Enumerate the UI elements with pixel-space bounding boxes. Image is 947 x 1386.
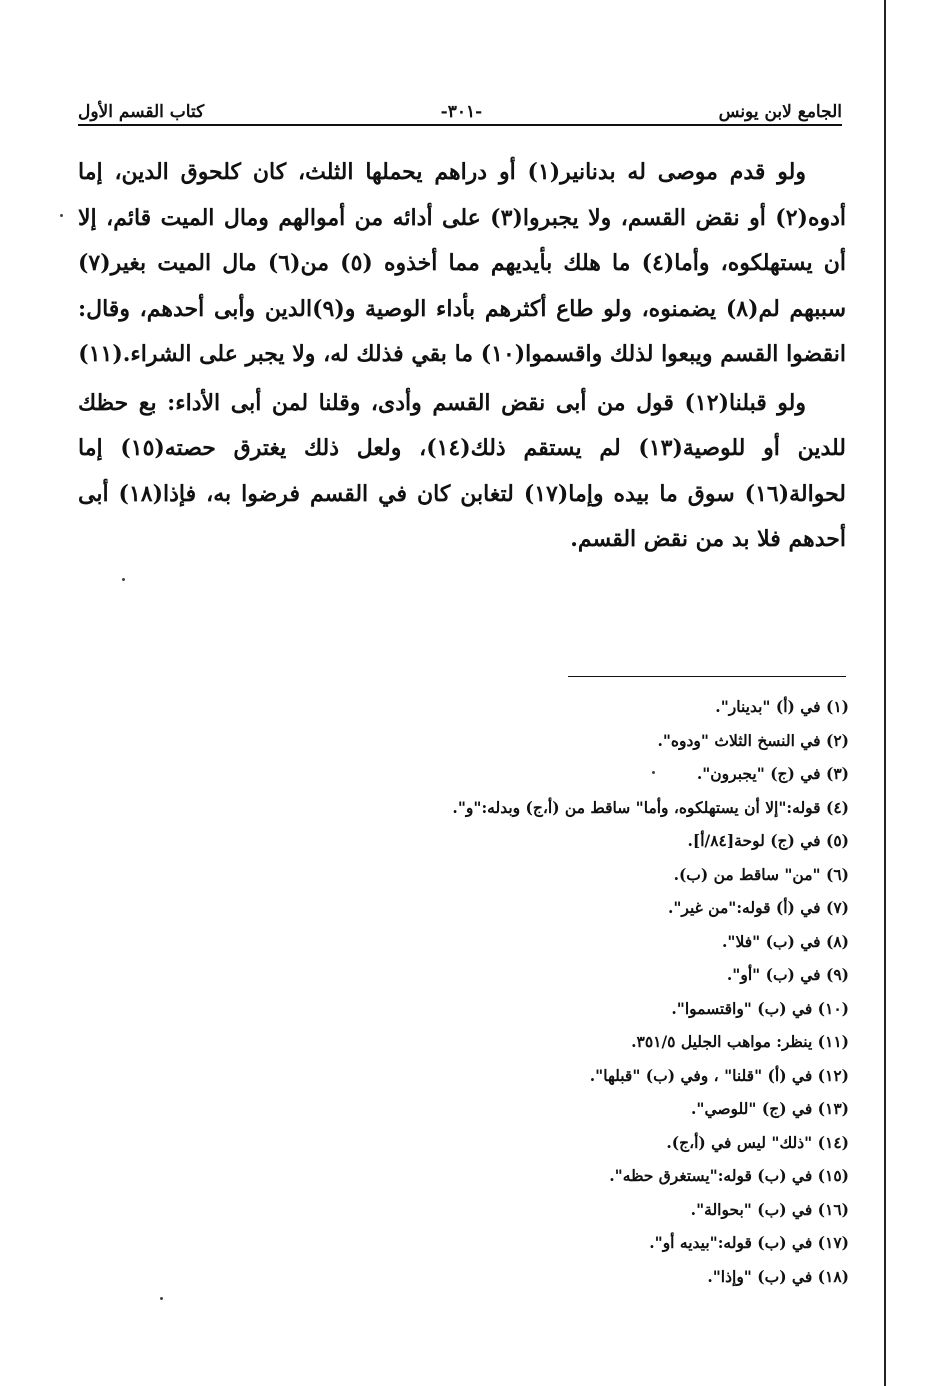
page-number: -٣٠١- — [440, 102, 483, 122]
footnote: (٢) في النسخ الثلاث "ودوه". — [657, 730, 849, 750]
footnote: (٦) "من" ساقط من (ب). — [673, 864, 849, 884]
page-edge-line — [884, 0, 886, 1386]
footnote: (١٧) في (ب) قوله:"بيديه أو". — [649, 1233, 849, 1252]
main-text — [78, 150, 846, 566]
footnote: (٣) في (ج) "يجبرون". — [696, 764, 849, 783]
footnote: (١٠) في (ب) "واقتسموا". — [671, 998, 849, 1018]
footnote: (٩) في (ب) "أو". — [726, 965, 849, 984]
section-title: كتاب القسم الأول — [78, 102, 205, 122]
footnote: (١٣) في (ج) "للوصي". — [690, 1099, 849, 1118]
footnote: (١٤) "ذلك" ليس في (أ،ج). — [666, 1132, 849, 1152]
footnote: (١) في (أ) "بدينار". — [715, 697, 849, 716]
scan-speck — [122, 578, 125, 581]
scan-speck — [652, 771, 655, 774]
book-title: الجامع لابن يونس — [718, 102, 842, 122]
footnotes — [289, 690, 849, 1293]
footnote: (١٢) في (أ) "قلنا" ، وفي (ب) "قبلها". — [589, 1065, 849, 1085]
footnote: (٧) في (أ) قوله:"من غير". — [667, 898, 849, 917]
footnote: (٥) في (ج) لوحة[٨٤/أ]. — [687, 831, 849, 850]
paragraph: ولو قدم موصى له بدنانير(١) أو دراهم يحملها الثلث، كان كلحوق الدين، إما أدوه(٢) أو نقض القسم، ولا يجبروا(٣) على أدائه من أموالهم ومال الميت قائم، إلا أن يستهلكوه، وأما(٤) ما هلك بأيديهم مما أخذوه (٥) من(٦) مال الميت بغير(٧) سببهم لم(٨) يضمنوه، ولو طاع أكثرهم بأداء الوصية و(٩)الدين وأبى أحدهم، وقال: انقضوا القسم ويبعوا لذلك واقسموا(١٠) ما بقي فذلك له، ولا يجبر على الشراء.(١١) — [78, 159, 847, 367]
header-rule — [78, 124, 842, 126]
footnote: (١٦) في (ب) "بحوالة". — [690, 1199, 849, 1219]
footnote: (١٨) في (ب) "وإذا". — [707, 1266, 849, 1286]
footnote: (١٥) في (ب) قوله:"يستغرق حظه". — [609, 1166, 849, 1185]
footnote: (١١) ينظر: مواهب الجليل ٣٥١/٥. — [631, 1032, 849, 1051]
paragraph: ولو قبلنا(١٢) قول من أبى نقض القسم وأدى، وقلنا لمن أبى الأداء: بع حظك للدين أو للوصية(١٣) لم يستقم ذلك(١٤)، ولعل ذلك يغترق حصته(١٥) إما لحوالة(١٦) سوق ما بيده وإما(١٧) لتغابن كان في القسم فرضوا به، فإذا(١٨) أبى أحدهم فلا بد من نقض القسم. — [78, 389, 846, 552]
footnote: (٨) في (ب) "فلا". — [722, 931, 849, 951]
running-header — [78, 88, 842, 122]
footnote: (٤) قوله:"إلا أن يستهلكوه، وأما" ساقط من (أ،ج) وبدله:"و". — [452, 797, 849, 817]
footnote-separator — [568, 676, 846, 677]
scan-speck — [60, 214, 63, 217]
scan-speck — [160, 1297, 163, 1300]
